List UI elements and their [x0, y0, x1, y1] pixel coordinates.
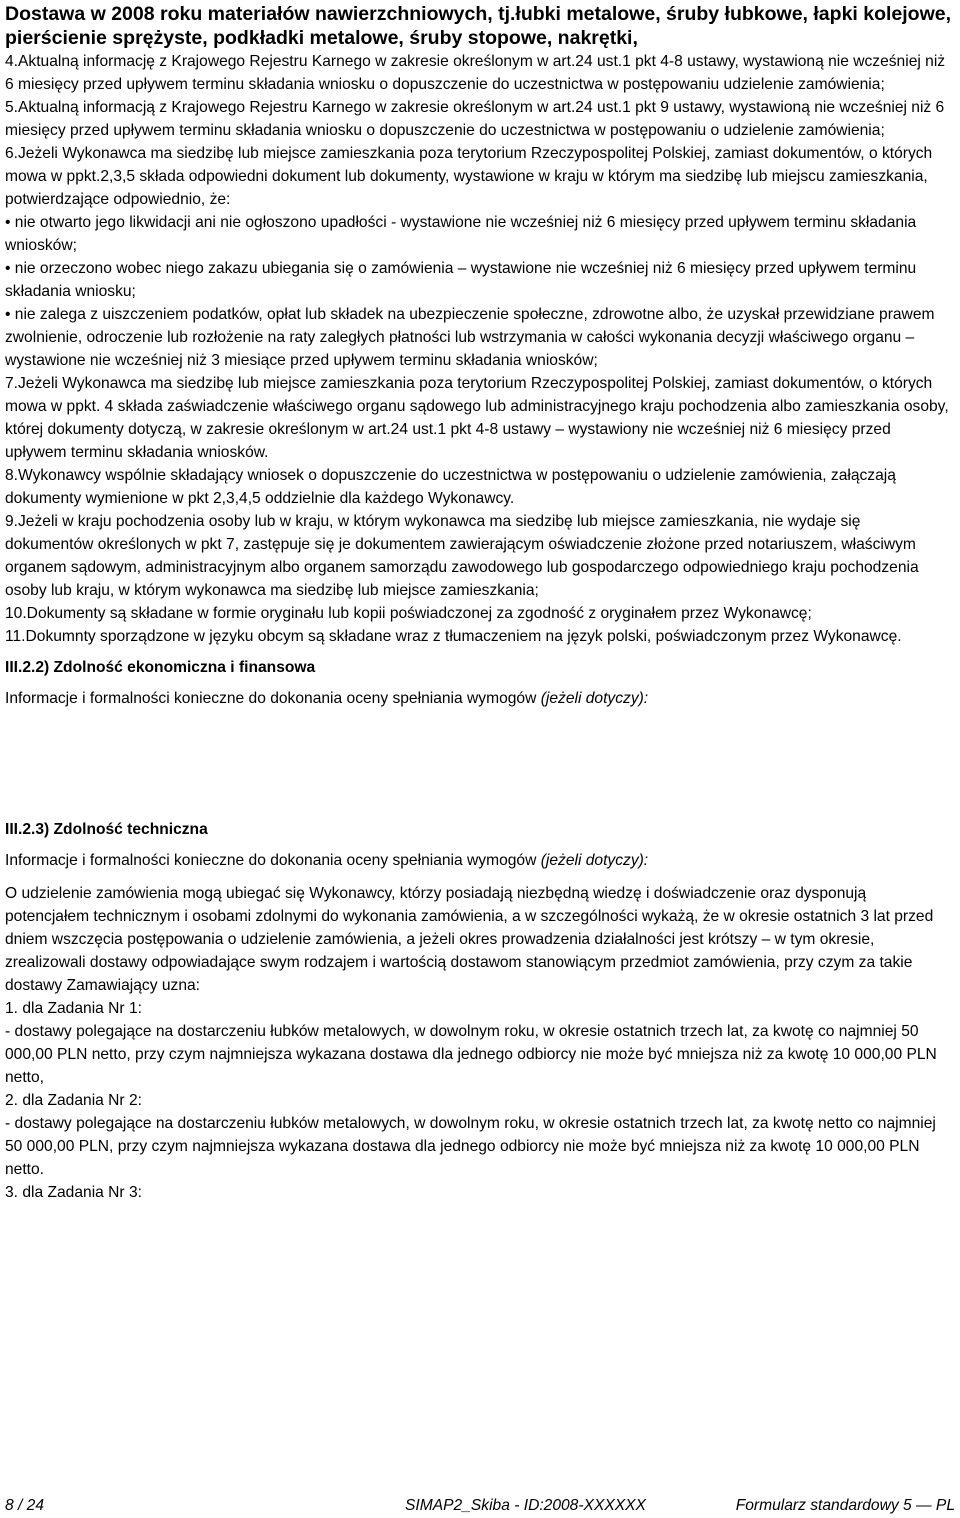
bullet-taxes: • nie zalega z uiszczeniem podatków, opłat lub składek na ubezpieczenie społeczne, zdrowotne albo, że uzyskał przewidziane prawem zwolnienie, odroczenie lub rozłożenie na raty zaległych płatności lub wstrzymania w całości wykonania decyzji właściwego organu – wystawione nie wcześniej niż 3 miesiące przed upływem terminu składania wniosków;: [5, 306, 935, 369]
paragraph-7: 7.Jeżeli Wykonawca ma siedzibę lub miejsce zamieszkania poza terytorium Rzeczypospolitej Polskiej, zamiast dokumentów, o których mowa w ppkt. 4 składa zaświadczenie właściwego organu sądowego lub administracyjnego kraju pochodzenia albo zamieszkania osoby, której dokumenty dotyczą, w zakresie określonym w art.24 ust.1 pkt 4-8 ustawy – wystawiony nie wcześniej niż 6 miesięcy przed upływem terminu składania wniosków.: [5, 375, 949, 461]
paragraph-5: 5.Aktualną informacją z Krajowego Rejestru Karnego w zakresie określonym w art.24 ust.1 pkt 9 ustawy, wystawioną nie wcześniej niż 6 miesięcy przed upływem terminu składania wniosku o dopuszczenie do uczestnictwa w postępowaniu o udzielenie zamówienia;: [5, 99, 945, 139]
technical-requirements: [5, 882, 953, 1204]
economic-info-note: (jeżeli dotyczy):: [540, 690, 649, 707]
technical-intro: O udzielenie zamówienia mogą ubiegać się Wykonawcy, którzy posiadają niezbędną wiedzę i doświadczenie oraz dysponują potencjałem technicznym i osobami zdolnymi do wykonania zamówienia, a w szczególności wykażą, że w okresie ostatnich 3 lat przed dniem wszczęcia postępowania o udzielenie zamówienia, a jeżeli okres prowadzenia działalności jest krótszy – w tym okresie, zrealizowali dostawy odpowiadające swym rodzajem i wartością dostawom stanowiącym przedmiot zamówienia, przy czym za takie dostawy Zamawiający uzna:: [5, 885, 934, 994]
paragraph-9: 9.Jeżeli w kraju pochodzenia osoby lub w kraju, w którym wykonawca ma siedzibę lub miejsce zamieszkania, nie wydaje się dokumentów określonych w pkt 7, zastępuje się je dokumentem zawierającym oświadczenie złożone przed notariuszem, właściwym organem sądowym, administracyjnym albo organem samorządu zawodowego lub gospodarczego odpowiedniego kraju pochodzenia osoby lub kraju, w którym wykonawca ma siedzibę lub miejsce zamieszkania;: [5, 513, 919, 599]
section-heading-economic: III.2.2) Zdolność ekonomiczna i finansowa: [5, 659, 316, 676]
task-2-requirement: - dostawy polegające na dostarczeniu łubków metalowych, w dowolnym roku, w okresie ostatnich trzech lat, za kwotę netto co najmniej 50 000,00 PLN, przy czym najmniejsza wykazana dostawa dla jednego odbiorcy nie może być mniejsza niż za kwotę 10 000,00 PLN netto.: [5, 1115, 936, 1178]
document-id: SIMAP2_Skiba - ID:2008-XXXXXX: [405, 1497, 646, 1514]
bullet-liquidation: • nie otwarto jego likwidacji ani nie ogłoszono upadłości - wystawione nie wcześniej niż 6 miesięcy przed upływem terminu składania wniosków;: [5, 214, 917, 254]
page-number: 8 / 24: [5, 1497, 45, 1514]
paragraph-6: 6.Jeżeli Wykonawca ma siedzibę lub miejsce zamieszkania poza terytorium Rzeczypospolitej Polskiej, zamiast dokumentów, o których mowa w ppkt.2,3,5 składa odpowiedni dokument lub dokumenty, wystawione w kraju w którym ma siedzibę lub miejscu zamieszkania, potwierdzające odpowiednio, że:: [5, 145, 933, 208]
paragraph-11: 11.Dokumnty sporządzone w języku obcym są składane wraz z tłumaczeniem na język polski, poświadczonym przez Wykonawcę.: [5, 628, 902, 645]
task-2-label: 2. dla Zadania Nr 2:: [5, 1092, 142, 1109]
task-1-requirement: - dostawy polegające na dostarczeniu łubków metalowych, w dowolnym roku, w okresie ostatnich trzech lat, za kwotę co najmniej 50 000,00 PLN netto, przy czym najmniejsza wykazana dostawa dla jednego odbiorcy nie może być mniejsza niż za kwotę 10 000,00 PLN netto,: [5, 1023, 937, 1086]
paragraph-4: 4.Aktualną informację z Krajowego Rejestru Karnego w zakresie określonym w art.24 ust.1 pkt 4-8 ustawy, wystawioną nie wcześniej niż 6 miesięcy przed upływem terminu składania wniosku o dopuszczenie do uczestnictwa w postępowaniu udzielenie zamówienia;: [5, 53, 946, 93]
document-title: Dostawa w 2008 roku materiałów nawierzchniowych, tj.łubki metalowe, śruby łubkowe, łapki kolejowe, pierścienie sprężyste, podkładki metalowe, śruby stopowe, nakrętki,: [5, 3, 952, 49]
economic-info: [5, 687, 953, 710]
form-name: Formularz standardowy 5 — PL: [735, 1497, 955, 1514]
paragraph-8: 8.Wykonawcy wspólnie składający wniosek o dopuszczenie do uczestnictwa w postępowaniu o udzielenie zamówienia, załączają dokumenty wymienione w pkt 2,3,4,5 oddzielnie dla każdego Wykonawcy.: [5, 467, 896, 507]
technical-info: [5, 849, 953, 872]
technical-info-text: Informacje i formalności konieczne do dokonania oceny spełniania wymogów: [5, 852, 541, 869]
task-3-label: 3. dla Zadania Nr 3:: [5, 1184, 142, 1201]
economic-info-text: Informacje i formalności konieczne do dokonania oceny spełniania wymogów: [5, 690, 541, 707]
document-page: [5, 0, 953, 1204]
paragraph-10: 10.Dokumenty są składane w formie oryginału lub kopii poświadczonej za zgodność z oryginałem przez Wykonawcę;: [5, 605, 812, 622]
task-1-label: 1. dla Zadania Nr 1:: [5, 1000, 142, 1017]
section-heading-technical: III.2.3) Zdolność techniczna: [5, 821, 208, 838]
technical-info-note: (jeżeli dotyczy):: [540, 852, 649, 869]
requirements-list: [5, 50, 953, 648]
bullet-ban: • nie orzeczono wobec niego zakazu ubiegania się o zamówienia – wystawione nie wcześniej niż 6 miesięcy przed upływem terminu składania wniosku;: [5, 260, 917, 300]
